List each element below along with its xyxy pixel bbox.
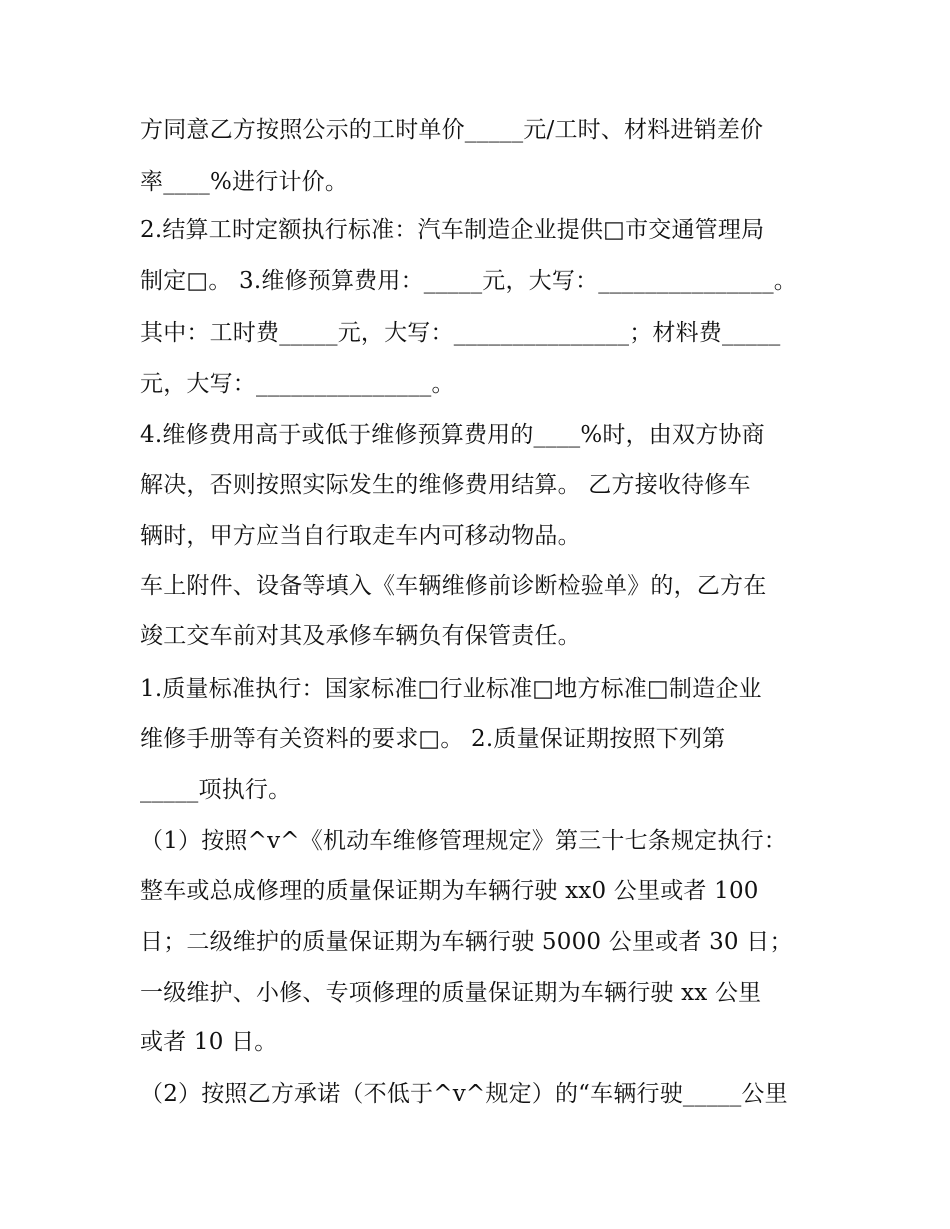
text-line: 或者 10 日。 <box>140 1029 278 1055</box>
text-line: 日；二级维护的质量保证期为车辆行驶 5000 公里或者 30 日； <box>140 929 793 955</box>
text-line: 解决，否则按照实际发生的维修费用结算。 乙方接收待修车 <box>140 472 751 498</box>
text-line: （2）按照乙方承诺（不低于^v^规定）的“车辆行驶_____公里 <box>140 1081 788 1107</box>
text-line: 其中：工时费_____元，大写：_______________；材料费_____ <box>140 320 781 346</box>
text-line: _____项执行。 <box>140 777 292 803</box>
text-line: 元，大写：_______________。 <box>140 371 455 397</box>
text-line: 率____%进行计价。 <box>140 169 349 195</box>
text-line: （1）按照^v^《机动车维修管理规定》第三十七条规定执行： <box>140 828 787 854</box>
text-line: 1.质量标准执行：国家标准□行业标准□地方标准□制造企业 <box>140 676 762 702</box>
text-line: 辆时，甲方应当自行取走车内可移动物品。 <box>140 523 581 549</box>
text-line: 一级维护、小修、专项修理的质量保证期为车辆行驶 xx 公里 <box>140 980 762 1006</box>
text-line: 车上附件、设备等填入《车辆维修前诊断检验单》的，乙方在 <box>140 573 767 599</box>
text-line: 维修手册等有关资料的要求□。 2.质量保证期按照下列第 <box>140 726 726 752</box>
text-line: 4.维修费用高于或低于维修预算费用的____%时，由双方协商 <box>140 422 765 448</box>
text-line: 整车或总成修理的质量保证期为车辆行驶 xx0 公里或者 100 <box>140 878 759 904</box>
text-line: 制定□。 3.维修预算费用：_____元，大写：_______________。 <box>140 268 797 294</box>
text-line: 竣工交车前对其及承修车辆负有保管责任。 <box>140 623 581 649</box>
text-line: 方同意乙方按照公示的工时单价_____元/工时、材料进销差价 <box>140 117 764 143</box>
text-line: 2.结算工时定额执行标准：汽车制造企业提供□市交通管理局 <box>140 217 765 243</box>
